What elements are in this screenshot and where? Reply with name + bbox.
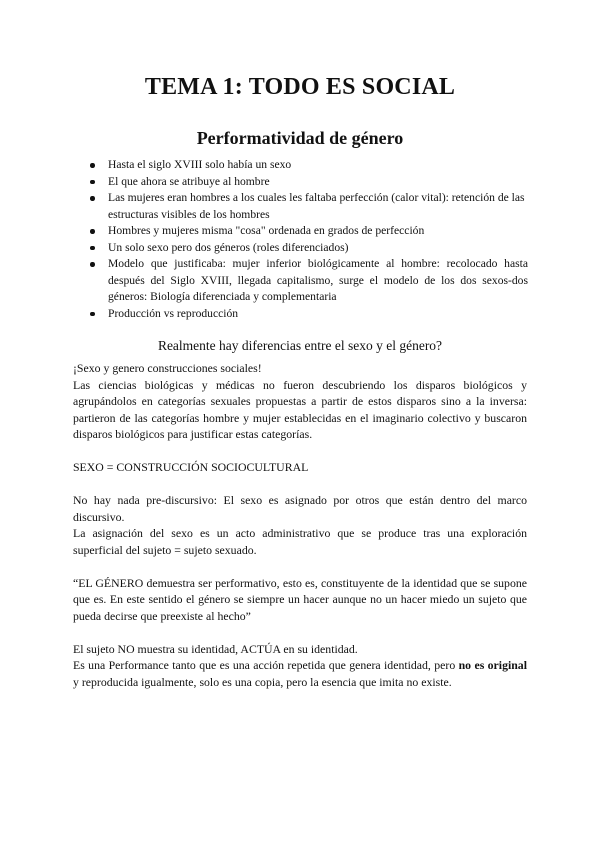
section-subtitle: Performatividad de género <box>196 128 404 148</box>
text-run: y reproducida igualmente, solo es una copia, pero la esencia que imita no existe. <box>73 674 452 689</box>
paragraph: ¡Sexo y genero construcciones sociales! <box>73 361 262 375</box>
section-heading: Realmente hay diferencias entre el sexo y el género? <box>157 338 443 353</box>
page-title: TEMA 1: TODO ES SOCIAL <box>144 74 456 100</box>
paragraph <box>73 657 527 690</box>
quote-paragraph: “EL GÉNERO demuestra ser performativo, esto es, constituyente de la identidad que se supone que es. En este sentido el género se siempre un hacer aunque no un hacer miedo un sujeto que pueda decirse que preexiste al hecho” <box>73 575 527 623</box>
list-item: Un solo sexo pero dos géneros (roles diferenciados) <box>88 240 528 257</box>
list-item: El que ahora se atribuye al hombre <box>88 174 528 191</box>
list-item: Las mujeres eran hombres a los cuales les faltaba perfección (calor vital): retención de las estructuras visibles de los hombres <box>88 190 528 223</box>
paragraph: No hay nada pre-discursivo: El sexo es asignado por otros que están dentro del marco discursivo. <box>73 493 527 524</box>
paragraph: La asignación del sexo es un acto administrativo que se produce tras una exploración superficial del sujeto = sujeto sexuado. <box>73 526 527 557</box>
list-item: Producción vs reproducción <box>88 306 528 323</box>
paragraph: El sujeto NO muestra su identidad, ACTÚA en su identidad. <box>73 641 358 656</box>
text-run: Es una Performance tanto que es una acción repetida que genera identidad, pero <box>73 658 459 672</box>
bullet-list <box>88 157 528 322</box>
bold-text: no es original <box>458 658 527 672</box>
list-item: Hasta el siglo XVIII solo había un sexo <box>88 157 528 174</box>
list-item: Hombres y mujeres misma "cosa" ordenada en grados de perfección <box>88 223 528 240</box>
body-text <box>73 360 527 690</box>
paragraph: SEXO = CONSTRUCCIÓN SOCIOCULTURAL <box>73 460 309 474</box>
list-item: Modelo que justificaba: mujer inferior biológicamente al hombre: recolocado hasta después del Siglo XVIII, llegada capitalismo, surge el modelo de los dos sexos-dos géneros: Biología diferenciada y complementaria <box>88 256 528 306</box>
paragraph: Las ciencias biológicas y médicas no fueron descubriendo los disparos biológicos y agrupándolos en categorías sexuales propuestas a partir de estos disparos sino a la inversa: partieron de las categorías hombre y mujer establecidas en el imaginario colectivo y buscaron disparos biológicos para justificar estas categorías. <box>73 377 527 441</box>
